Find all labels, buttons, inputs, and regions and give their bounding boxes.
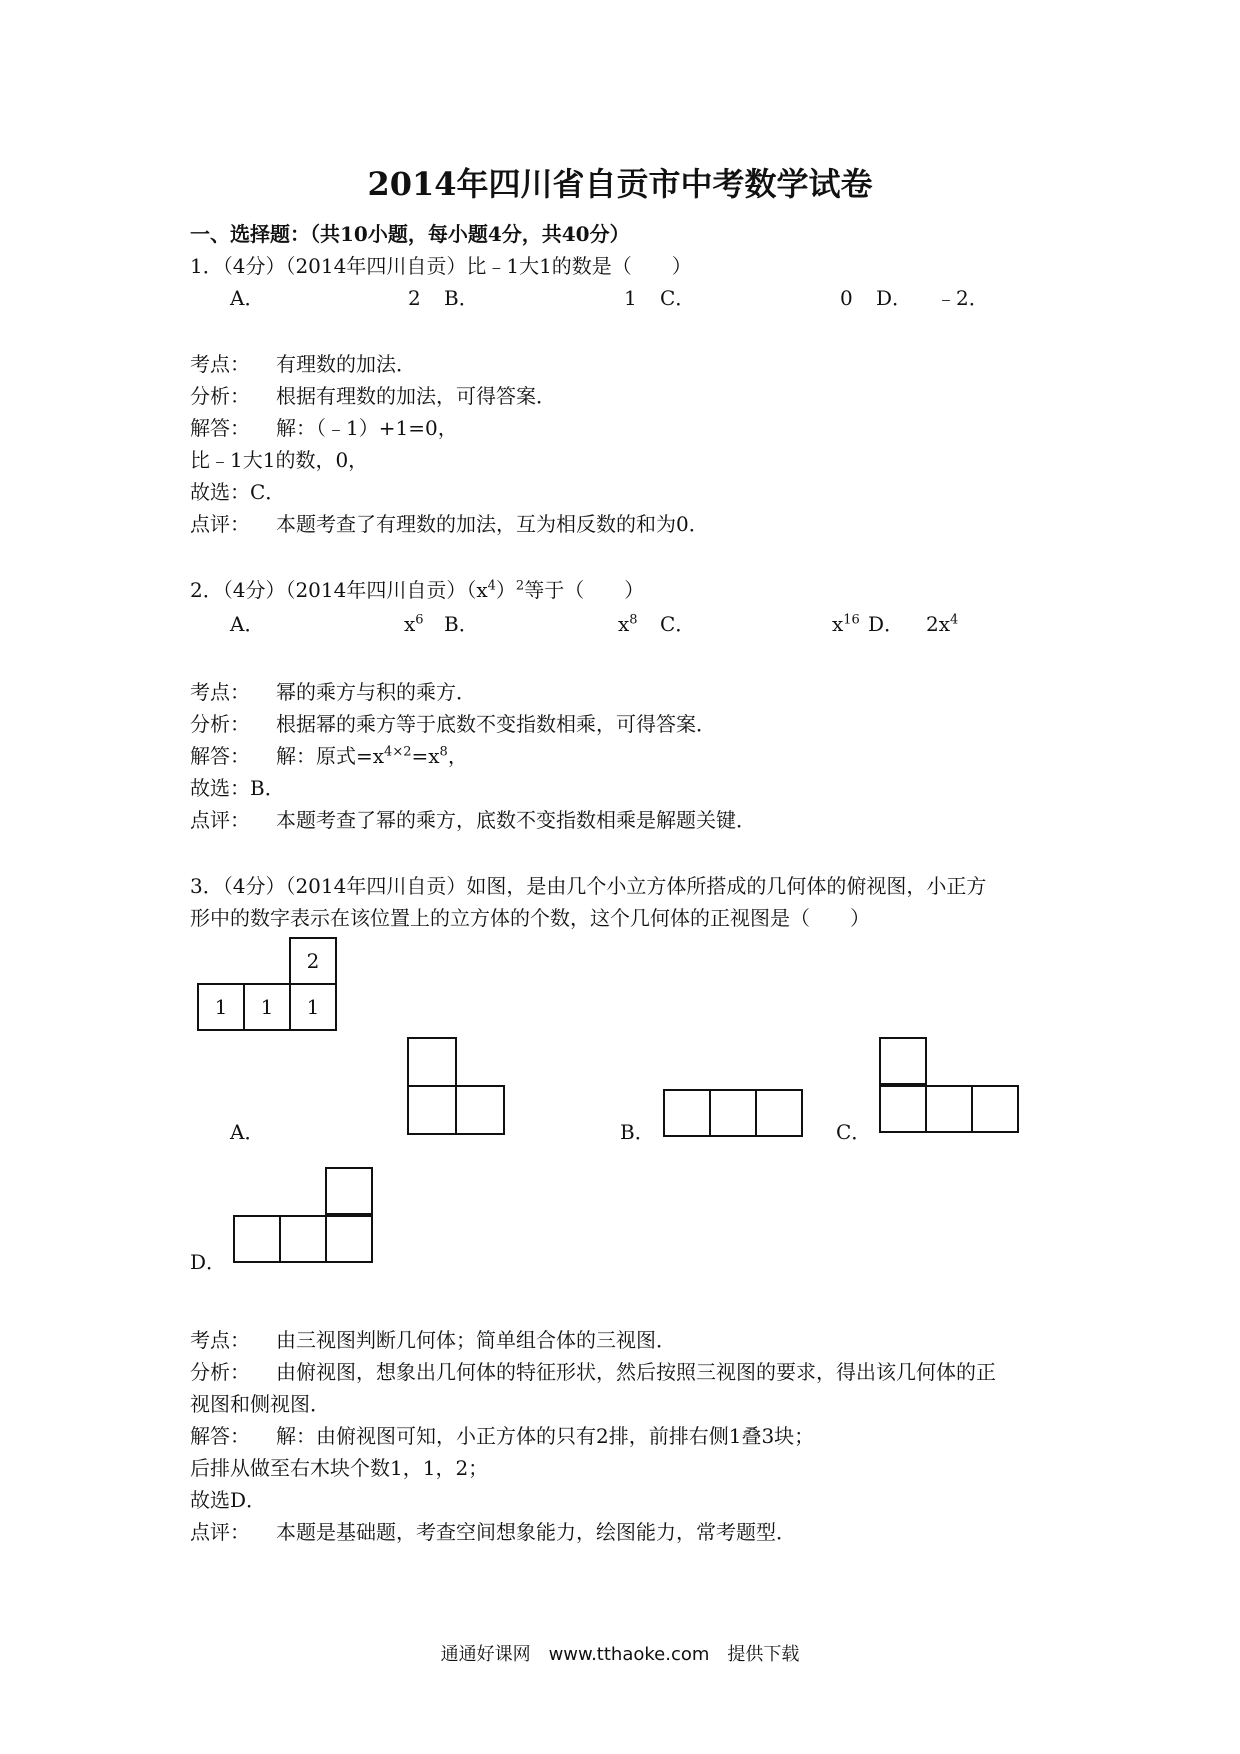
q3-fenxi-label: 分析： <box>190 1360 250 1384</box>
q3-fenxi-line2: 视图和侧视图． <box>190 1392 330 1416</box>
q2-answer: 故选：B． <box>190 776 285 800</box>
q2-kaodian-label: 考点： <box>190 680 250 704</box>
q1-option-d-label: D． <box>876 286 913 310</box>
q2-fenxi-label: 分析： <box>190 712 250 736</box>
q3-kaodian-label: 考点： <box>190 1328 250 1352</box>
q1-jieda-line2: 比﹣1大1的数，0， <box>190 448 369 472</box>
q3-option-c-label: C． <box>836 1120 872 1144</box>
q1-stem: 1．（4分）（2014年四川自贡）比﹣1大1的数是（ ） <box>190 254 692 278</box>
q2-option-b-value: $x^8$ <box>618 612 638 636</box>
q3-option-c-figure <box>876 1034 1026 1144</box>
q1-option-b-label: B． <box>444 286 479 310</box>
page-footer: 通通好课网 www.tthaoke.com 提供下载 <box>440 1644 800 1665</box>
q2-dianping-label: 点评： <box>190 808 250 832</box>
q3-stem-line1: 3．（4分）（2014年四川自贡）如图，是由几个小立方体所搭成的几何体的俯视图，小正方 <box>190 874 987 898</box>
q3-dianping-label: 点评： <box>190 1520 250 1544</box>
q2-dianping: 本题考查了幂的乘方，底数不变指数相乘是解题关键． <box>276 808 756 832</box>
q1-dianping-label: 点评： <box>190 512 250 536</box>
q2-option-c-value: $x^{16}$ <box>832 612 860 636</box>
q3-option-b-label: B． <box>620 1120 655 1144</box>
q1-option-d-value: ﹣2． <box>936 286 989 310</box>
q2-kaodian: 幂的乘方与积的乘方． <box>276 680 476 704</box>
q1-option-a-label: A． <box>230 286 265 310</box>
top-view-number: 1 <box>260 995 274 1019</box>
q2-option-c-label: C． <box>660 612 696 636</box>
q2-jieda: 解：原式$=x^{4\times 2}=x^8$， <box>276 744 468 768</box>
q3-top-view-figure <box>194 934 344 1034</box>
q3-jieda: 解：由俯视图可知，小正方体的只有2排，前排右侧1叠3块； <box>276 1424 815 1448</box>
q3-option-d-figure <box>230 1164 380 1274</box>
q3-option-b-figure <box>660 1086 810 1146</box>
q3-option-d-label: D． <box>190 1250 227 1274</box>
q3-jieda-line2: 后排从做至右木块个数1，1，2； <box>190 1456 489 1480</box>
q1-jieda: 解：（﹣1）+1=0， <box>276 416 458 440</box>
top-view-number: 2 <box>306 949 320 973</box>
q2-fenxi: 根据幂的乘方等于底数不变指数相乘，可得答案． <box>276 712 716 736</box>
q2-option-d-label: D． <box>868 612 905 636</box>
q1-option-c-label: C． <box>660 286 696 310</box>
q1-jieda-label: 解答： <box>190 416 250 440</box>
q3-dianping: 本题是基础题，考查空间想象能力，绘图能力，常考题型． <box>276 1520 796 1544</box>
top-view-number: 1 <box>306 995 320 1019</box>
q3-answer: 故选D． <box>190 1488 267 1512</box>
q1-kaodian-label: 考点： <box>190 352 250 376</box>
q1-option-b-value: 1 <box>624 286 637 310</box>
q3-jieda-label: 解答： <box>190 1424 250 1448</box>
q2-option-a-label: A． <box>230 612 265 636</box>
section-heading: 一、选择题：（共10小题，每小题4分，共40分） <box>190 222 630 246</box>
q3-option-a-figure <box>404 1034 514 1144</box>
top-view-number: 1 <box>214 995 228 1019</box>
q3-stem-line2: 形中的数字表示在该位置上的立方体的个数，这个几何体的正视图是（ ） <box>190 906 870 930</box>
q1-option-a-value: 2 <box>408 286 421 310</box>
page-title: 2014年四川省自贡市中考数学试卷 <box>367 165 873 203</box>
q2-option-b-label: B． <box>444 612 479 636</box>
q1-kaodian: 有理数的加法． <box>276 352 416 376</box>
q1-fenxi-label: 分析： <box>190 384 250 408</box>
q1-fenxi: 根据有理数的加法，可得答案． <box>276 384 556 408</box>
q1-option-c-value: 0 <box>840 286 853 310</box>
q2-jieda-label: 解答： <box>190 744 250 768</box>
q2-option-a-value: $x^6$ <box>404 612 424 636</box>
q3-fenxi-line1: 由俯视图，想象出几何体的特征形状，然后按照三视图的要求，得出该几何体的正 <box>276 1360 996 1384</box>
q3-kaodian: 由三视图判断几何体；简单组合体的三视图． <box>276 1328 676 1352</box>
q2-stem: 2．（4分）（2014年四川自贡）$(x^4)^2$等于（ ） <box>190 578 645 602</box>
q1-answer: 故选：C． <box>190 480 286 504</box>
q2-option-d-value: $2x^4$ <box>926 612 959 636</box>
q3-option-a-label: A． <box>230 1120 265 1144</box>
q1-dianping: 本题考查了有理数的加法，互为相反数的和为0． <box>276 512 709 536</box>
